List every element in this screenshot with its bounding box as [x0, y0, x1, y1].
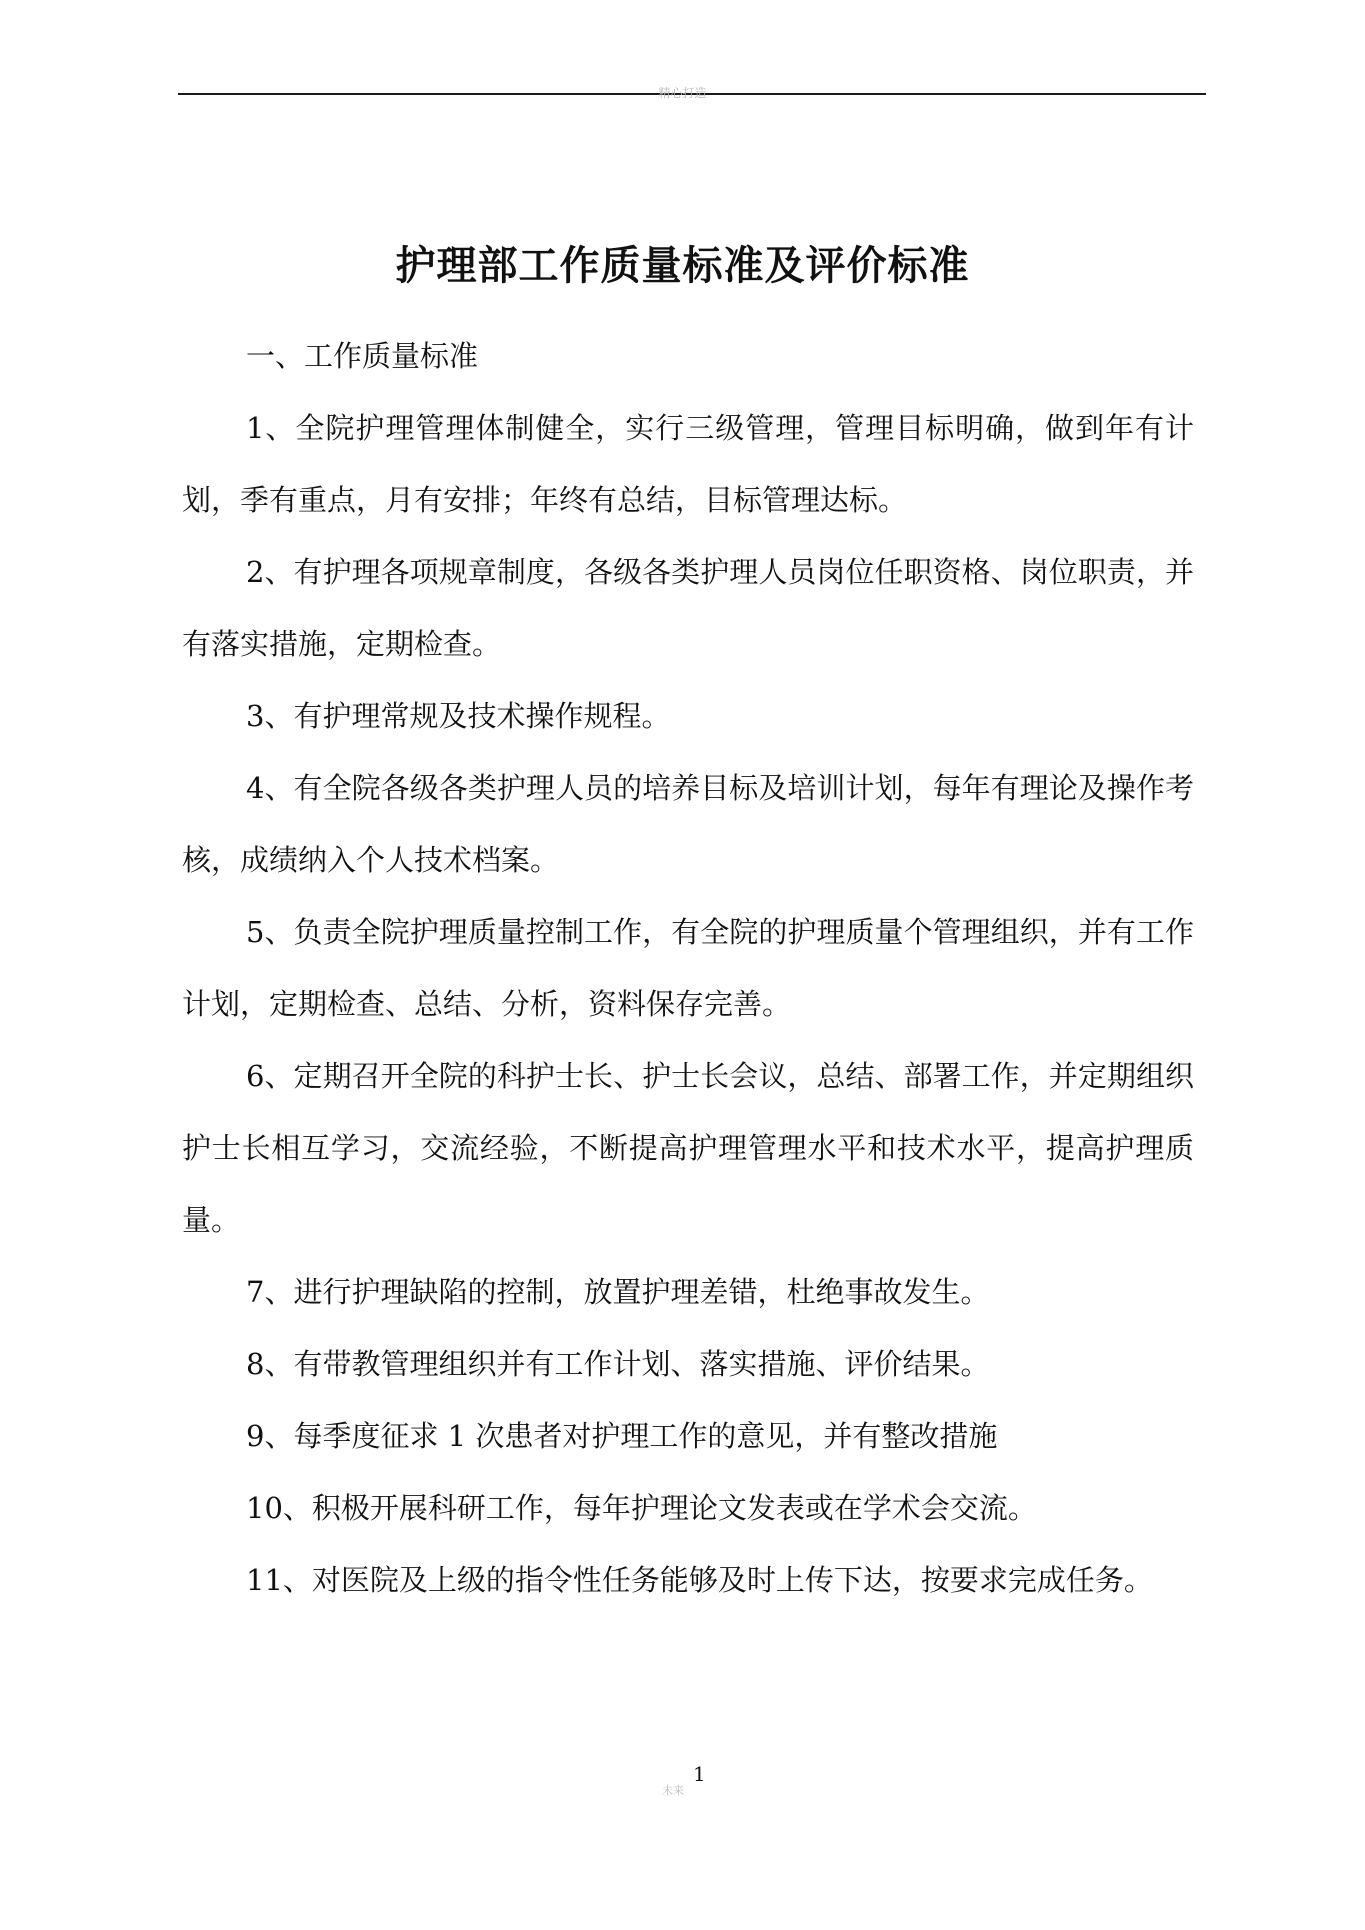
paragraph-4: 4、有全院各级各类护理人员的培养目标及培训计划，每年有理论及操作考核，成绩纳入个人技术档案。	[182, 771, 1194, 877]
paragraph-8: 8、有带教管理组织并有工作计划、落实措施、评价结果。	[246, 1347, 990, 1381]
document-title: 护理部工作质量标准及评价标准	[395, 242, 970, 289]
paragraph-2: 2、有护理各项规章制度，各级各类护理人员岗位任职资格、岗位职责，并有落实措施，定期检查。	[182, 555, 1194, 661]
header-text: 精心打造	[658, 86, 707, 100]
paragraph-6: 6、定期召开全院的科护士长、护士长会议，总结、部署工作，并定期组织护士长相互学习，交流经验，不断提高护理管理水平和技术水平，提高护理质量。	[182, 1059, 1194, 1237]
paragraph-11: 11、对医院及上级的指令性任务能够及时上传下达，按要求完成任务。	[246, 1563, 1153, 1597]
paragraph-3: 3、有护理常规及技术操作规程。	[246, 699, 671, 733]
document-body	[182, 320, 1194, 1616]
paragraph-9: 9、每季度征求 1 次患者对护理工作的意见，并有整改措施	[246, 1419, 998, 1453]
paragraph-10: 10、积极开展科研工作，每年护理论文发表或在学术会交流。	[246, 1491, 1037, 1525]
paragraph-1: 1、全院护理管理体制健全，实行三级管理，管理目标明确，做到年有计划，季有重点，月有安排；年终有总结，目标管理达标。	[182, 411, 1194, 517]
page-number: 1	[693, 1762, 706, 1786]
footer-text: 未来	[662, 1784, 684, 1797]
paragraph-5: 5、负责全院护理质量控制工作，有全院的护理质量个管理组织，并有工作计划，定期检查、总结、分析，资料保存完善。	[182, 915, 1194, 1021]
section-heading: 一、工作质量标准	[246, 339, 479, 373]
paragraph-7: 7、进行护理缺陷的控制，放置护理差错，杜绝事故发生。	[246, 1275, 990, 1309]
